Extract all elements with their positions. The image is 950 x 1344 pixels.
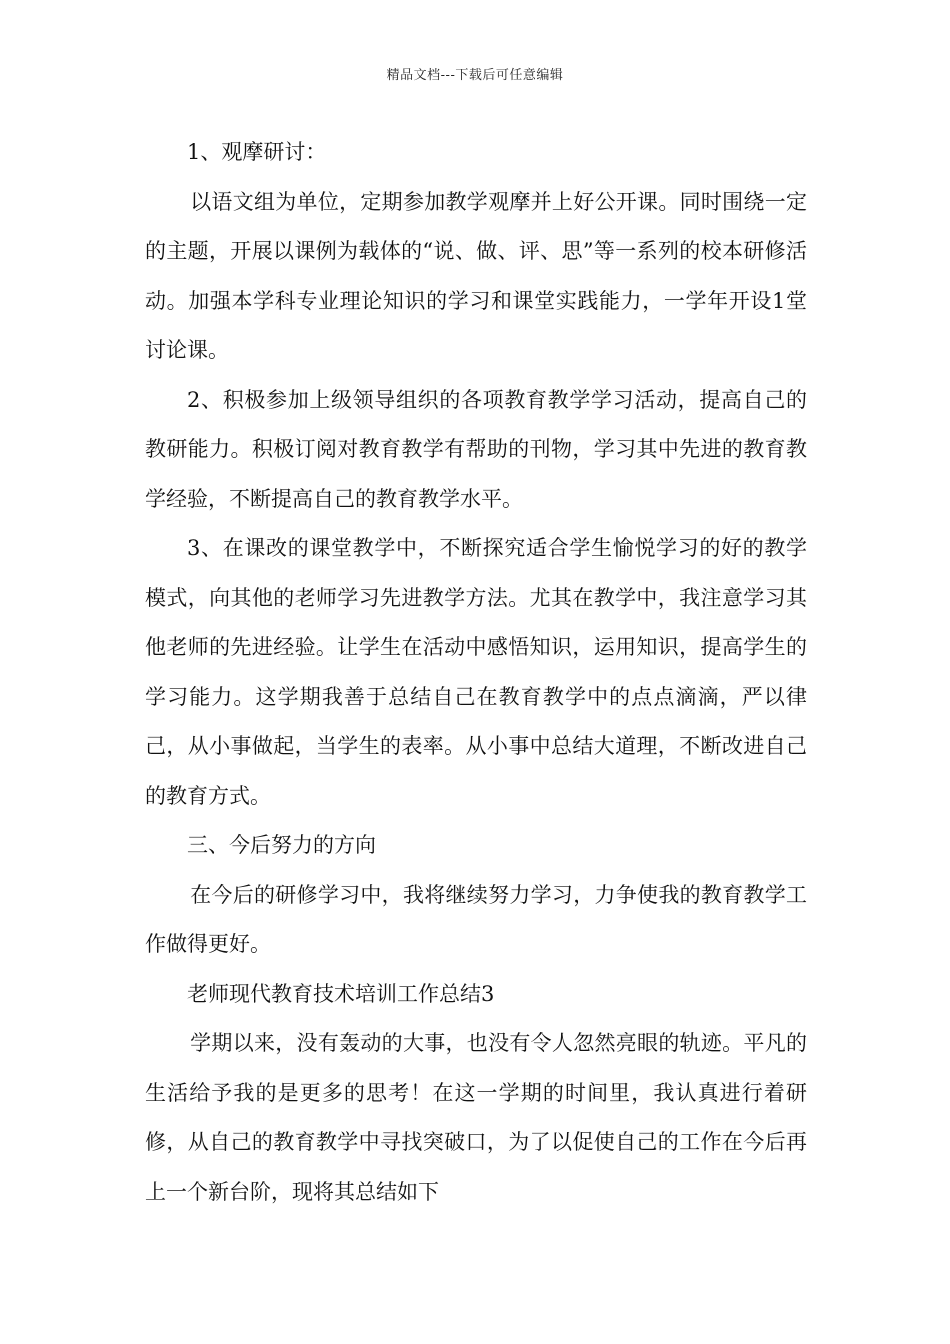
paragraph-semester-intro: 学期以来，没有轰动的大事，也没有令人忽然亮眼的轨迹。平凡的生活给予我的是更多的思考！在这一学期的时间里，我认真进行着研修，从自己的教育教学中寻找突破口，为了以促使自己的工作在今后再上一个新台阶，现将其总结如下 [145, 1031, 807, 1204]
page-header: 精品文档---下载后可任意编辑 [386, 68, 564, 83]
section-heading-future-direction: 三、今后努力的方向 [187, 833, 376, 857]
section-title-summary-3: 老师现代教育技术培训工作总结3 [187, 981, 495, 1006]
paragraph-curriculum-reform: 3、在课改的课堂教学中，不断探究适合学生愉悦学习的好的教学模式，向其他的老师学习先进教学方法。尤其在教学中，我注意学习其他老师的先进经验。让学生在活动中感悟知识，运用知识，提高学生的学习能力。这学期我善于总结自己在教育教学中的点点滴滴，严以律己，从小事做起，当学生的表率。从小事中总结大道理，不断改进自己的教育方式。 [145, 536, 807, 808]
paragraph-observation-body: 以语文组为单位，定期参加教学观摩并上好公开课。同时围绕一定的主题，开展以课例为载体的“说、做、评、思”等一系列的校本研修活动。加强本学科专业理论知识的学习和课堂实践能力，一学年开设1堂讨论课。 [145, 189, 807, 362]
paragraph-activities: 2、积极参加上级领导组织的各项教育教学学习活动，提高自己的教研能力。积极订阅对教育教学有帮助的刊物，学习其中先进的教育教学经验，不断提高自己的教育教学水平。 [145, 387, 807, 511]
paragraph-future-study: 在今后的研修学习中，我将继续努力学习，力争使我的教育教学工作做得更好。 [145, 882, 807, 956]
paragraph-observation-heading: 1、观摩研讨： [187, 140, 327, 164]
document-body [145, 128, 807, 1217]
